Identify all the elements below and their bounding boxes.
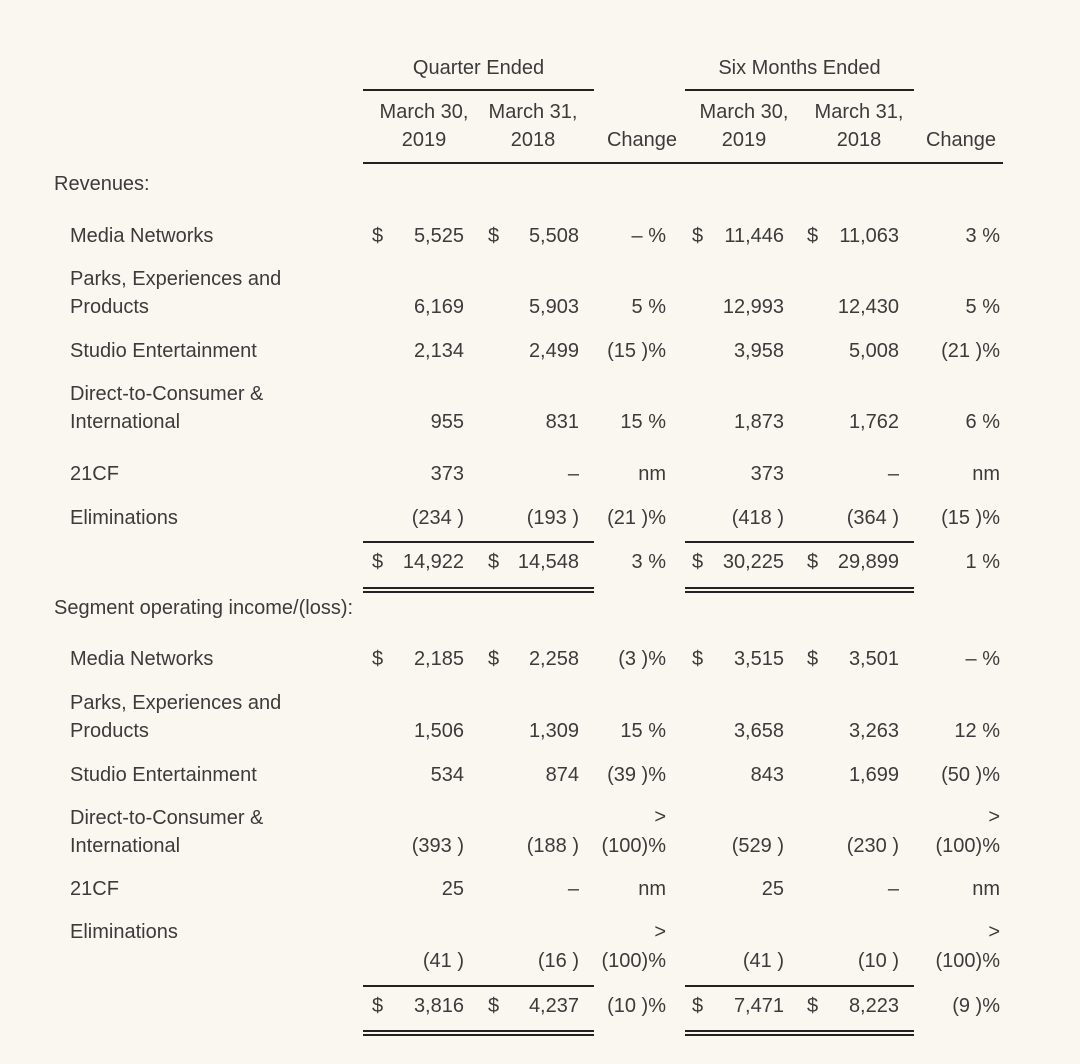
cell-s19: 25: [761, 878, 784, 900]
cell-qchg: nm: [638, 878, 666, 900]
cell-s18: (364 ): [846, 507, 899, 529]
cell-s18: 1,762: [848, 411, 899, 433]
cell-s19: 373: [750, 463, 784, 485]
cell-schg: (100)%: [935, 950, 1000, 972]
total-schg: (9 )%: [952, 995, 1000, 1017]
section-title: Revenues:: [54, 173, 150, 195]
row-label: Media Networks: [70, 225, 214, 247]
total-s18: 29,899: [837, 551, 899, 573]
cell-q18: –: [567, 463, 579, 485]
cell-qchg: 5 %: [631, 296, 666, 318]
cell-schg: – %: [965, 648, 1000, 670]
total-qchg: (10 )%: [607, 995, 666, 1017]
cell-schg: 6 %: [965, 411, 1000, 433]
total-q18: 4,237: [528, 995, 579, 1017]
cell-s18: (10 ): [857, 950, 899, 972]
total-q19: 14,922: [402, 551, 464, 573]
cell-q19: 955: [430, 411, 464, 433]
cell-q19: 534: [430, 764, 464, 786]
row-label: 21CF: [70, 463, 119, 485]
cell-s19: 3,658: [733, 720, 784, 742]
column-header-line2: Change: [606, 129, 678, 151]
cell-s18: 1,699: [848, 764, 899, 786]
currency-symbol: $: [807, 648, 819, 670]
row-label: Studio Entertainment: [70, 764, 257, 786]
column-header-line2: 2019: [401, 129, 447, 151]
row-label: Eliminations: [70, 921, 178, 943]
divider: [363, 89, 594, 91]
cell-s19: 843: [750, 764, 784, 786]
column-header-line1: March 30,: [379, 101, 469, 123]
total-s18: 8,223: [848, 995, 899, 1017]
subtotal-rule: [685, 985, 914, 987]
row-label: Media Networks: [70, 648, 214, 670]
cell-schg: 5 %: [965, 296, 1000, 318]
cell-s19: 3,515: [733, 648, 784, 670]
currency-symbol: $: [807, 225, 819, 247]
row-label: International: [70, 835, 181, 857]
quarter-ended-heading: Quarter Ended: [412, 57, 545, 79]
total-s19: 7,471: [733, 995, 784, 1017]
row-label: Parks, Experiences and: [70, 268, 282, 290]
subtotal-rule: [363, 985, 594, 987]
cell-q19: 2,134: [413, 340, 464, 362]
currency-symbol: $: [372, 995, 384, 1017]
cell-qchg: (15 )%: [607, 340, 666, 362]
cell-s18: 5,008: [848, 340, 899, 362]
greater-than-marker: >: [654, 921, 666, 943]
total-q19: 3,816: [413, 995, 464, 1017]
total-s19: 30,225: [722, 551, 784, 573]
cell-s18: 3,501: [848, 648, 899, 670]
cell-schg: (100)%: [935, 835, 1000, 857]
cell-q19: 373: [430, 463, 464, 485]
cell-q19: 25: [441, 878, 464, 900]
cell-q19: (393 ): [411, 835, 464, 857]
cell-q18: –: [567, 878, 579, 900]
currency-symbol: $: [807, 551, 819, 573]
greater-than-marker: >: [654, 806, 666, 828]
currency-symbol: $: [372, 551, 384, 573]
cell-q18: (193 ): [526, 507, 579, 529]
cell-s18: 12,430: [837, 296, 899, 318]
row-label: Studio Entertainment: [70, 340, 257, 362]
cell-s19: (529 ): [731, 835, 784, 857]
row-label: Products: [70, 720, 149, 742]
currency-symbol: $: [488, 225, 500, 247]
currency-symbol: $: [372, 648, 384, 670]
cell-s19: (418 ): [731, 507, 784, 529]
cell-q18: 831: [545, 411, 579, 433]
cell-q18: 874: [545, 764, 579, 786]
row-label: Eliminations: [70, 507, 178, 529]
divider: [685, 89, 914, 91]
currency-symbol: $: [692, 995, 704, 1017]
cell-schg: (50 )%: [941, 764, 1000, 786]
cell-q19: (41 ): [422, 950, 464, 972]
row-label: Direct-to-Consumer &: [70, 807, 264, 829]
column-header-line2: 2018: [836, 129, 882, 151]
cell-schg: 3 %: [965, 225, 1000, 247]
cell-s18: 11,063: [839, 225, 899, 247]
greater-than-marker: >: [988, 921, 1000, 943]
cell-q18: 1,309: [528, 720, 579, 742]
cell-q18: 5,903: [528, 296, 579, 318]
column-header-line2: 2018: [510, 129, 556, 151]
cell-qchg: (100)%: [601, 950, 666, 972]
cell-s18: –: [887, 878, 899, 900]
cell-s19: 11,446: [724, 225, 784, 247]
column-header-line2: Change: [925, 129, 997, 151]
row-label: 21CF: [70, 878, 119, 900]
cell-q18: (188 ): [526, 835, 579, 857]
cell-s18: 3,263: [848, 720, 899, 742]
currency-symbol: $: [488, 551, 500, 573]
cell-s19: 1,873: [733, 411, 784, 433]
cell-q18: 5,508: [528, 225, 579, 247]
cell-qchg: 15 %: [620, 720, 666, 742]
total-double-rule: [685, 1030, 914, 1036]
currency-symbol: $: [372, 225, 384, 247]
row-label: Parks, Experiences and: [70, 692, 282, 714]
cell-qchg: (39 )%: [607, 764, 666, 786]
total-double-rule: [363, 587, 594, 593]
cell-q19: 6,169: [413, 296, 464, 318]
cell-q18: (16 ): [537, 950, 579, 972]
cell-s19: 3,958: [733, 340, 784, 362]
currency-symbol: $: [488, 995, 500, 1017]
six-months-ended-heading: Six Months Ended: [718, 57, 881, 79]
currency-symbol: $: [692, 225, 704, 247]
column-header-line2: 2019: [721, 129, 767, 151]
total-double-rule: [363, 1030, 594, 1036]
total-qchg: 3 %: [631, 551, 666, 573]
cell-s19: 12,993: [722, 296, 784, 318]
subtotal-rule: [363, 541, 594, 543]
cell-schg: (21 )%: [941, 340, 1000, 362]
cell-s19: (41 ): [742, 950, 784, 972]
cell-q19: (234 ): [411, 507, 464, 529]
cell-q18: 2,499: [528, 340, 579, 362]
column-header-line1: March 31,: [814, 101, 904, 123]
cell-q19: 2,185: [413, 648, 464, 670]
currency-symbol: $: [488, 648, 500, 670]
cell-qchg: (100)%: [601, 835, 666, 857]
cell-s18: –: [887, 463, 899, 485]
row-label: Direct-to-Consumer &: [70, 383, 264, 405]
cell-schg: nm: [972, 463, 1000, 485]
cell-qchg: – %: [631, 225, 666, 247]
cell-schg: 12 %: [954, 720, 1000, 742]
cell-q18: 2,258: [528, 648, 579, 670]
total-q18: 14,548: [517, 551, 579, 573]
total-double-rule: [685, 587, 914, 593]
greater-than-marker: >: [988, 806, 1000, 828]
subtotal-rule: [685, 541, 914, 543]
cell-q19: 5,525: [413, 225, 464, 247]
cell-qchg: nm: [638, 463, 666, 485]
cell-q19: 1,506: [413, 720, 464, 742]
cell-qchg: 15 %: [620, 411, 666, 433]
currency-symbol: $: [807, 995, 819, 1017]
section-title: Segment operating income/(loss):: [54, 597, 354, 619]
row-label: Products: [70, 296, 149, 318]
row-label: International: [70, 411, 181, 433]
cell-qchg: (21 )%: [607, 507, 666, 529]
cell-schg: (15 )%: [941, 507, 1000, 529]
cell-s18: (230 ): [846, 835, 899, 857]
divider: [363, 162, 1003, 164]
total-schg: 1 %: [965, 551, 1000, 573]
cell-qchg: (3 )%: [618, 648, 666, 670]
cell-schg: nm: [972, 878, 1000, 900]
currency-symbol: $: [692, 648, 704, 670]
column-header-line1: March 31,: [488, 101, 578, 123]
currency-symbol: $: [692, 551, 704, 573]
column-header-line1: March 30,: [699, 101, 789, 123]
